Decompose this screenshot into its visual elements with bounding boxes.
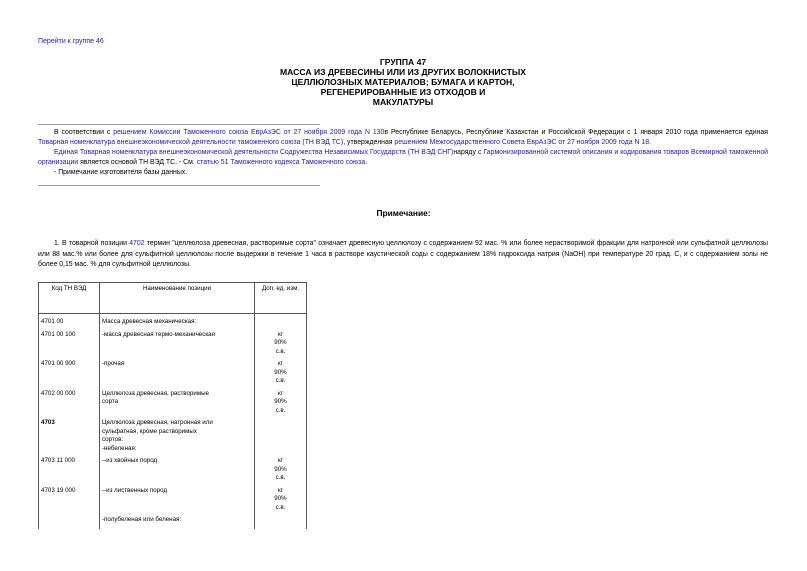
name-cell: --из лиственных пород	[100, 487, 255, 513]
link-tn-ved-sng[interactable]: Единая Товарная номенклатура внешнеэкономической деятельности Содружества Независимых Государств (ТН ВЭД СНГ)	[54, 149, 454, 156]
name-cell: -масса древесная термо-механическая	[100, 331, 255, 357]
unit-cell: кг 90% с.в.	[255, 457, 307, 483]
intro-text: наряду с	[453, 149, 484, 156]
name-cell: Целлюлоза древесная, натронная или сульфатная, кроме растворимых сортов: -небеленая:	[100, 419, 255, 453]
intro-text: .	[365, 159, 368, 166]
intro-note	[38, 128, 768, 178]
table-row	[39, 457, 307, 483]
unit-cell	[255, 318, 307, 327]
table-header-row	[39, 283, 307, 314]
remark-heading: Примечание:	[376, 208, 431, 218]
title-line-5: МАКУЛАТУРЫ	[372, 97, 434, 107]
title-line-3: ЦЕЛЛЮЛОЗНЫХ МАТЕРИАЛОВ; БУМАГА И КАРТОН,	[291, 77, 515, 87]
link-heading-4702[interactable]: 4702	[129, 240, 145, 247]
unit-cell: кг 90% с.в.	[255, 487, 307, 513]
link-decision-130[interactable]: решением Комиссии Таможенного союза ЕврАзЭС от 27 ноября 2009 года N 130	[113, 129, 385, 136]
title-line-2: МАССА ИЗ ДРЕВЕСИНЫ ИЛИ ИЗ ДРУГИХ ВОЛОКНИСТЫХ	[280, 67, 526, 77]
unit-cell: кг 90% с.в.	[255, 390, 307, 416]
unit-cell	[255, 516, 307, 525]
code-cell: 4701 00	[39, 318, 100, 327]
title-line-4: РЕГЕНЕРИРОВАННЫЕ ИЗ ОТХОДОВ И	[320, 87, 486, 97]
table-row	[39, 318, 307, 327]
table-row	[39, 487, 307, 513]
code-cell: 4703	[39, 419, 100, 453]
nav-link-group-46[interactable]: Перейти к группе 46	[38, 38, 104, 45]
table-row	[39, 331, 307, 357]
table-row	[39, 390, 307, 416]
intro-paragraph-2	[38, 148, 768, 168]
code-cell: 4701 00 900	[39, 360, 100, 386]
name-cell: --из хвойных пород	[100, 457, 255, 483]
table-body	[39, 314, 307, 529]
intro-text: является основой ТН ВЭД ТС. - См.	[78, 159, 197, 166]
spacer-cell	[39, 525, 100, 529]
link-article-51[interactable]: статью 51 Таможенного кодекса Таможенного союза	[196, 159, 366, 166]
code-cell: 4703 11 000	[39, 457, 100, 483]
table-row	[39, 419, 307, 453]
group-title	[250, 57, 556, 107]
unit-cell: кг 90% с.в.	[255, 331, 307, 357]
table-row	[39, 360, 307, 386]
intro-text: В соответствии с	[54, 129, 114, 136]
remark-body	[38, 239, 768, 271]
code-cell: 4702 00 000	[39, 390, 100, 416]
table-row	[39, 516, 307, 525]
link-decision-18[interactable]: решением Межгосударственного Совета ЕврАзЭС от 27 ноября 2009 года N 18	[394, 139, 650, 146]
code-cell: 4703 19 000	[39, 487, 100, 513]
intro-paragraph-1	[38, 128, 768, 148]
column-header-name: Наименование позиции	[100, 283, 255, 314]
name-cell: Масса древесная механическая:	[100, 318, 255, 327]
column-header-unit: Доп. ед. изм.	[255, 283, 307, 314]
code-cell	[39, 516, 100, 525]
bottom-divider	[38, 185, 320, 186]
name-cell: -прочая	[100, 360, 255, 386]
intro-text: .	[649, 139, 651, 146]
spacer-cell	[255, 525, 307, 529]
unit-cell: кг 90% с.в.	[255, 360, 307, 386]
name-cell: -полубеленая или беленая:	[100, 516, 255, 525]
top-divider	[38, 124, 320, 125]
link-tn-ved-ts[interactable]: Товарная номенклатура внешнеэкономической деятельности таможенного союза (ТН ВЭД ТС)	[38, 139, 344, 146]
code-table	[38, 282, 307, 529]
link-harmonized-system[interactable]: Гармонизированной системой описания и кодирования товаров Всемирной таможенной организации	[38, 149, 768, 166]
intro-text: , утвержденная	[343, 139, 395, 146]
table-spacer-row	[39, 525, 307, 529]
code-cell: 4701 00 100	[39, 331, 100, 357]
remark-paragraph-1	[38, 239, 768, 271]
remark-text: 1. В товарной позиции	[54, 240, 130, 247]
unit-cell	[255, 419, 307, 453]
column-header-code: Код ТН ВЭД	[39, 283, 100, 314]
name-cell: Целлюлоза древесная, растворимые сорта	[100, 390, 255, 416]
spacer-cell	[100, 525, 255, 529]
title-line-1: ГРУППА 47	[379, 57, 427, 67]
intro-paragraph-3: - Примечание изготовителя базы данных.	[54, 169, 188, 176]
remark-text: термин "целлюлоза древесная, растворимые сорта" означает древесную целлюлозу с содержанием 92 мас. % или более нерастворимой фракции для натронной или сульфатной целлюлозы или 88 мас.% или более для сульфитной целлюлозы после выдержки в течение 1 часа в растворе каустической соды с содержанием 18% гидроксида натрия (NaOH) при температуре 20 град. С, и с содержанием золы не более 0,15 мас. % для сульфитной целлюлозы.	[38, 240, 768, 268]
intro-text: в Республике Беларусь, Республике Казахстан и Российской Федерации с 1 января 2010 года применяется единая	[384, 129, 768, 136]
